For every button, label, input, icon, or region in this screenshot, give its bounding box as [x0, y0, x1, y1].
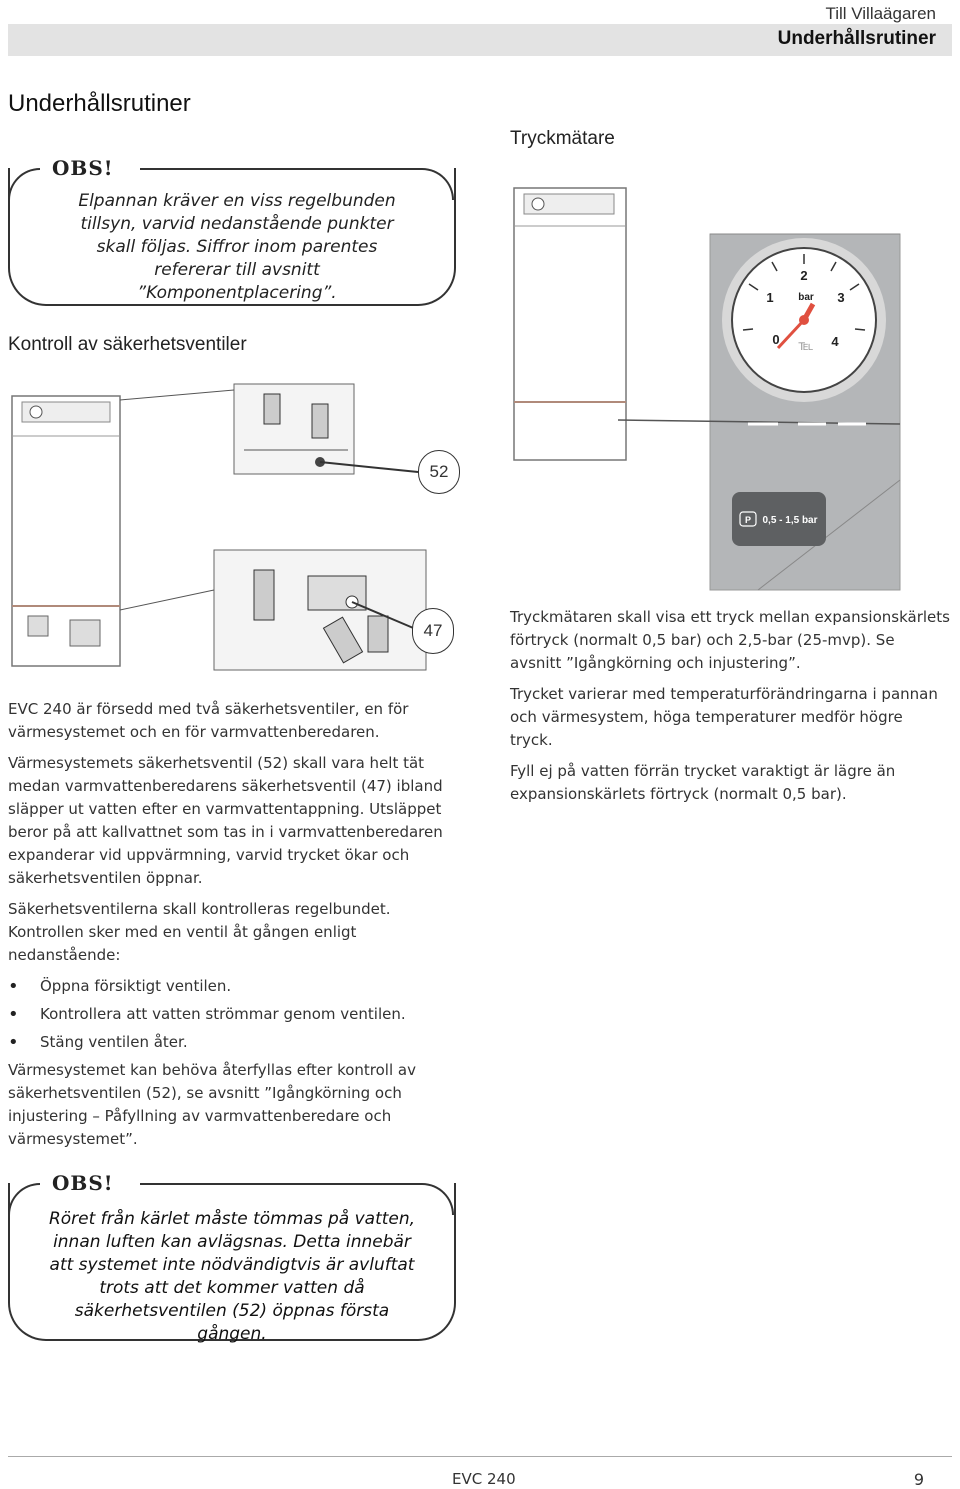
safety-closing: Värmesystemet kan behöva återfyllas efter kontroll av säkerhetsventilen (52), se avsnitt ”Igångkörning och injustering – Påfyllning av varmvattenberedare och värmesystemet”.	[8, 1061, 416, 1148]
gauge-brand-logo: ℡	[798, 338, 814, 354]
pressure-gauge-illustration	[508, 180, 904, 600]
obs-text-bottom: Röret från kärlet måste tömmas på vatten, innan luften kan avlägsnas. Detta innebär att systemet inte nödvändigtvis är avluftat trots att det kommer vatten då säkerhetsventilen (52) öppnas första gången.	[48, 1209, 416, 1344]
list-item: • Stäng ventilen åter.	[8, 1031, 448, 1054]
safety-valves-body	[8, 698, 448, 1159]
pressure-gauge-body	[510, 606, 950, 814]
list-item: • Kontrollera att vatten strömmar genom ventilen.	[8, 1003, 448, 1026]
gauge-tick-0: 0	[772, 332, 780, 347]
boiler-safety-valves-illustration	[8, 380, 458, 676]
callout-52: 52	[418, 450, 460, 494]
footer-model: EVC 240	[452, 1470, 516, 1488]
pressure-gauge-heading: Tryckmätare	[510, 128, 615, 149]
footer-divider	[8, 1456, 952, 1457]
gauge-tick-2: 2	[800, 268, 808, 283]
safety-valves-heading: Kontroll av säkerhetsventiler	[8, 334, 247, 355]
gauge-tick-3: 3	[837, 290, 845, 305]
gauge-tick-4: 4	[831, 334, 839, 349]
safety-paragraph-1: EVC 240 är försedd med två säkerhetsventiler, en för värmesystemet och en för varmvattenberedaren.	[8, 700, 409, 741]
gauge-paragraph-1: Tryckmätaren skall visa ett tryck mellan expansionskärlets förtryck (normalt 0,5 bar) och 2,5-bar (25-mvp). Se avsnitt ”Igångkörning och injustering”.	[510, 608, 950, 672]
gauge-tick-1: 1	[766, 290, 774, 305]
header-section-label: Till Villaägaren	[825, 4, 936, 23]
safety-check-steps	[8, 975, 448, 1054]
obs-text-top: Elpannan kräver en viss regelbunden tillsyn, varvid nedanstående punkter skall följas. Siffror inom parentes refererar till avsnitt ”Komponentplacering”.	[78, 191, 396, 303]
gauge-unit: bar	[798, 292, 814, 303]
header-title: Underhållsrutiner	[777, 28, 936, 49]
pressure-range-badge: 0,5 - 1,5 bar	[762, 515, 818, 526]
gauge-paragraph-3: Fyll ej på vatten förrän trycket varaktigt är lägre än expansionskärlets förtryck (normalt 0,5 bar).	[510, 762, 896, 803]
gauge-paragraph-2: Trycket varierar med temperaturförändringarna i pannan och värmesystem, höga temperaturer medför högre tryck.	[510, 685, 938, 749]
page-title: Underhållsrutiner	[8, 90, 191, 117]
safety-paragraph-2: Värmesystemets säkerhetsventil (52) skall vara helt tät medan varmvattenberedarens säkerhetsventil (47) ibland släpper ut vatten efter en varmvattentappning. Utsläppet beror på att kallvattnet som tas in i varmvattenberedaren expanderar vid uppvärmning, varvid trycket ökar och säkerhetsventilen öppnar.	[8, 754, 443, 887]
obs-label-top: OBS!	[44, 156, 122, 180]
page-number: 9	[913, 1470, 924, 1489]
svg-text:P: P	[744, 515, 752, 525]
safety-paragraph-3: Säkerhetsventilerna skall kontrolleras regelbundet. Kontrollen sker med en ventil åt gången enligt nedanstående:	[8, 900, 391, 964]
callout-47: 47	[412, 608, 454, 654]
list-item: • Öppna försiktigt ventilen.	[8, 975, 448, 998]
obs-label-bottom: OBS!	[44, 1171, 122, 1195]
